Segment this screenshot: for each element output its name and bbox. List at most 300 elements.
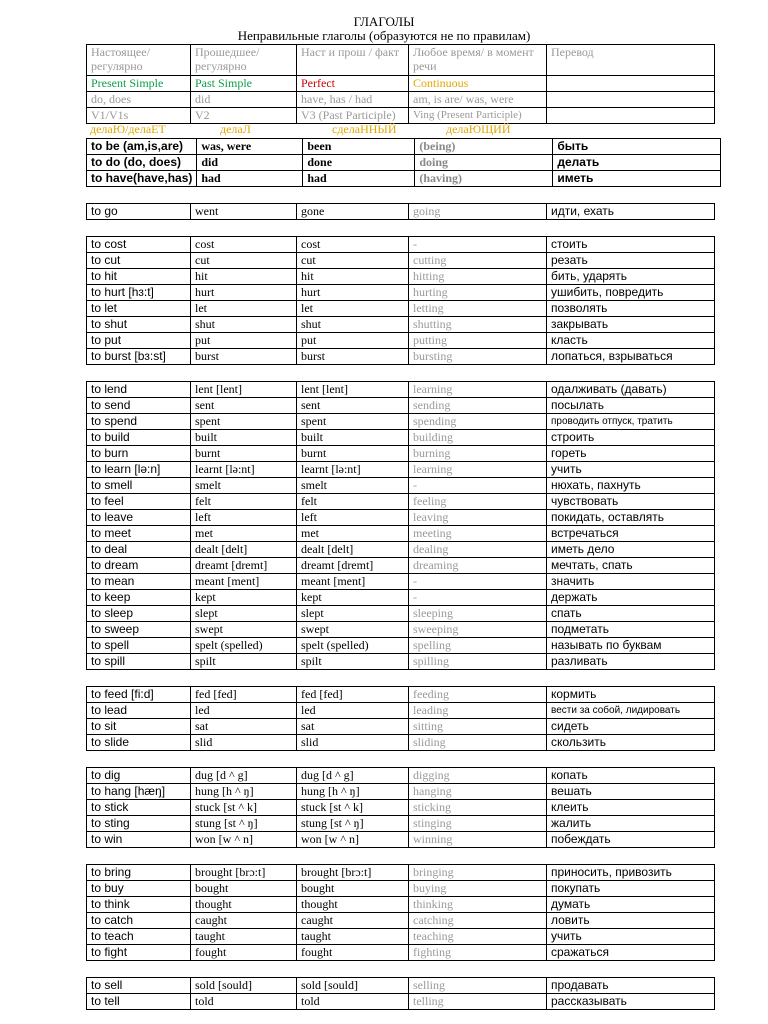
past-simple-cell: told bbox=[191, 994, 297, 1010]
infinitive-cell: to sell bbox=[87, 978, 191, 994]
past-simple-cell: spelt (spelled) bbox=[191, 638, 297, 654]
infinitive-cell: to lead bbox=[87, 703, 191, 719]
verb-group-table bbox=[86, 138, 721, 187]
past-participle-cell: slid bbox=[297, 735, 409, 751]
present-participle-cell: selling bbox=[409, 978, 547, 994]
past-participle-cell: hit bbox=[297, 269, 409, 285]
header-cell: am, is are/ was, were bbox=[409, 92, 547, 108]
present-participle-cell: hitting bbox=[409, 269, 547, 285]
verb-row bbox=[87, 414, 715, 430]
infinitive-cell: to deal bbox=[87, 542, 191, 558]
header-cell: V3 (Past Participle) bbox=[297, 108, 409, 124]
past-simple-cell: won [w ^ n] bbox=[191, 832, 297, 848]
verb-row bbox=[87, 865, 715, 881]
past-simple-cell: was, were bbox=[197, 139, 303, 155]
verb-row bbox=[87, 574, 715, 590]
verb-row bbox=[87, 816, 715, 832]
group-spacer bbox=[86, 187, 721, 203]
translation-cell: кормить bbox=[547, 687, 715, 703]
past-participle-cell: kept bbox=[297, 590, 409, 606]
infinitive-cell: to slide bbox=[87, 735, 191, 751]
infinitive-cell: to bring bbox=[87, 865, 191, 881]
past-participle-cell: stung [st ^ ŋ] bbox=[297, 816, 409, 832]
past-simple-cell: felt bbox=[191, 494, 297, 510]
past-simple-cell: lent [lent] bbox=[191, 382, 297, 398]
present-participle-cell: dreaming bbox=[409, 558, 547, 574]
verb-row bbox=[87, 913, 715, 929]
page-title: ГЛАГОЛЫ bbox=[353, 14, 415, 29]
past-simple-cell: fought bbox=[191, 945, 297, 961]
past-simple-cell: cost bbox=[191, 237, 297, 253]
past-participle-cell: shut bbox=[297, 317, 409, 333]
past-participle-cell: taught bbox=[297, 929, 409, 945]
verb-row bbox=[87, 317, 715, 333]
verb-row bbox=[87, 654, 715, 670]
past-simple-cell: hit bbox=[191, 269, 297, 285]
group-spacer bbox=[86, 961, 721, 977]
past-simple-cell: put bbox=[191, 333, 297, 349]
group-spacer bbox=[86, 751, 721, 767]
verb-row bbox=[87, 349, 715, 365]
translation-cell: учить bbox=[547, 929, 715, 945]
verb-row bbox=[87, 510, 715, 526]
present-participle-cell: winning bbox=[409, 832, 547, 848]
translation-cell: сражаться bbox=[547, 945, 715, 961]
past-participle-cell: bought bbox=[297, 881, 409, 897]
infinitive-cell: to mean bbox=[87, 574, 191, 590]
past-simple-cell: hung [h ^ ŋ] bbox=[191, 784, 297, 800]
verb-row bbox=[87, 558, 715, 574]
verb-row bbox=[87, 832, 715, 848]
present-participle-cell: learning bbox=[409, 382, 547, 398]
verb-group-table bbox=[86, 381, 715, 670]
past-participle-cell: built bbox=[297, 430, 409, 446]
verb-row bbox=[87, 606, 715, 622]
past-participle-cell: had bbox=[303, 171, 415, 187]
past-participle-cell: lent [lent] bbox=[297, 382, 409, 398]
past-participle-cell: spilt bbox=[297, 654, 409, 670]
translation-cell: делать bbox=[553, 155, 721, 171]
past-participle-cell: burst bbox=[297, 349, 409, 365]
translation-cell: лопаться, взрываться bbox=[547, 349, 715, 365]
present-participle-cell: - bbox=[409, 590, 547, 606]
past-simple-cell: did bbox=[197, 155, 303, 171]
infinitive-cell: to stick bbox=[87, 800, 191, 816]
infinitive-cell: to learn [lə:n] bbox=[87, 462, 191, 478]
verb-row bbox=[87, 333, 715, 349]
header-cell: V1/V1s bbox=[87, 108, 191, 124]
past-simple-cell: slid bbox=[191, 735, 297, 751]
page-subtitle: Неправильные глаголы (образуются не по правилам) bbox=[237, 28, 531, 43]
infinitive-cell: to smell bbox=[87, 478, 191, 494]
translation-cell: думать bbox=[547, 897, 715, 913]
translation-cell: приносить, привозить bbox=[547, 865, 715, 881]
verb-groups bbox=[86, 138, 721, 1010]
header-cell: Continuous bbox=[409, 76, 547, 92]
infinitive-cell: to win bbox=[87, 832, 191, 848]
past-participle-cell: felt bbox=[297, 494, 409, 510]
translation-cell: значить bbox=[547, 574, 715, 590]
past-simple-cell: built bbox=[191, 430, 297, 446]
past-simple-cell: taught bbox=[191, 929, 297, 945]
infinitive-cell: to think bbox=[87, 897, 191, 913]
translation-cell: бить, ударять bbox=[547, 269, 715, 285]
verb-row bbox=[87, 462, 715, 478]
infinitive-cell: to spend bbox=[87, 414, 191, 430]
past-simple-cell: fed [fed] bbox=[191, 687, 297, 703]
past-participle-cell: burnt bbox=[297, 446, 409, 462]
infinitive-cell: to meet bbox=[87, 526, 191, 542]
translation-cell: покупать bbox=[547, 881, 715, 897]
present-participle-cell: bringing bbox=[409, 865, 547, 881]
present-participle-cell: - bbox=[409, 237, 547, 253]
header-cell: Present Simple bbox=[87, 76, 191, 92]
infinitive-cell: to hang [hæŋ] bbox=[87, 784, 191, 800]
present-participle-cell: leaving bbox=[409, 510, 547, 526]
past-participle-cell: left bbox=[297, 510, 409, 526]
verb-row bbox=[87, 171, 721, 187]
past-simple-cell: left bbox=[191, 510, 297, 526]
past-participle-cell: thought bbox=[297, 897, 409, 913]
present-participle-cell: digging bbox=[409, 768, 547, 784]
translation-cell: нюхать, пахнуть bbox=[547, 478, 715, 494]
present-participle-cell: feeling bbox=[409, 494, 547, 510]
infinitive-cell: to spill bbox=[87, 654, 191, 670]
form-endings-row bbox=[90, 122, 750, 138]
past-participle-cell: dealt [delt] bbox=[297, 542, 409, 558]
past-simple-cell: smelt bbox=[191, 478, 297, 494]
header-row-meaning bbox=[87, 45, 715, 76]
present-participle-cell: - bbox=[409, 574, 547, 590]
present-participle-cell: leading bbox=[409, 703, 547, 719]
past-simple-cell: had bbox=[197, 171, 303, 187]
translation-cell: продавать bbox=[547, 978, 715, 994]
infinitive-cell: to hurt [hɜ:t] bbox=[87, 285, 191, 301]
translation-cell: держать bbox=[547, 590, 715, 606]
present-participle-cell: putting bbox=[409, 333, 547, 349]
translation-cell: строить bbox=[547, 430, 715, 446]
infinitive-cell: to go bbox=[87, 204, 191, 220]
present-participle-cell: feeding bbox=[409, 687, 547, 703]
past-participle-cell: met bbox=[297, 526, 409, 542]
verb-row bbox=[87, 590, 715, 606]
header-cell: Настоящее/ регулярно bbox=[87, 45, 191, 76]
present-participle-cell: sticking bbox=[409, 800, 547, 816]
infinitive-cell: to be (am,is,are) bbox=[87, 139, 197, 155]
past-simple-cell: shut bbox=[191, 317, 297, 333]
translation-cell: разливать bbox=[547, 654, 715, 670]
verb-row bbox=[87, 735, 715, 751]
verb-row bbox=[87, 768, 715, 784]
infinitive-cell: to sting bbox=[87, 816, 191, 832]
past-simple-cell: slept bbox=[191, 606, 297, 622]
present-participle-cell: (having) bbox=[415, 171, 553, 187]
past-simple-cell: burst bbox=[191, 349, 297, 365]
verb-row bbox=[87, 638, 715, 654]
present-participle-cell: hurting bbox=[409, 285, 547, 301]
infinitive-cell: to dream bbox=[87, 558, 191, 574]
header-cell: do, does bbox=[87, 92, 191, 108]
infinitive-cell: to keep bbox=[87, 590, 191, 606]
header-cell: Прошедшее/ регулярно bbox=[191, 45, 297, 76]
translation-cell: мечтать, спать bbox=[547, 558, 715, 574]
infinitive-cell: to have(have,has) bbox=[87, 171, 197, 187]
form-ending-continuous: делаЮЩИЙ bbox=[446, 122, 511, 136]
translation-cell: побеждать bbox=[547, 832, 715, 848]
past-simple-cell: burnt bbox=[191, 446, 297, 462]
group-spacer bbox=[86, 670, 721, 686]
past-simple-cell: thought bbox=[191, 897, 297, 913]
infinitive-cell: to burn bbox=[87, 446, 191, 462]
present-participle-cell: doing bbox=[415, 155, 553, 171]
past-simple-cell: went bbox=[191, 204, 297, 220]
header-cell: Perfect bbox=[297, 76, 409, 92]
verb-group-table bbox=[86, 236, 715, 365]
verb-row bbox=[87, 285, 715, 301]
present-participle-cell: meeting bbox=[409, 526, 547, 542]
past-simple-cell: spent bbox=[191, 414, 297, 430]
verb-group-table bbox=[86, 864, 715, 961]
past-participle-cell: fed [fed] bbox=[297, 687, 409, 703]
translation-cell: встречаться bbox=[547, 526, 715, 542]
header-cell bbox=[547, 76, 715, 92]
verb-row bbox=[87, 269, 715, 285]
present-participle-cell: dealing bbox=[409, 542, 547, 558]
verb-row bbox=[87, 687, 715, 703]
infinitive-cell: to teach bbox=[87, 929, 191, 945]
translation-cell: стоить bbox=[547, 237, 715, 253]
verb-row bbox=[87, 897, 715, 913]
infinitive-cell: to buy bbox=[87, 881, 191, 897]
translation-cell: учить bbox=[547, 462, 715, 478]
past-simple-cell: swept bbox=[191, 622, 297, 638]
translation-cell: вешать bbox=[547, 784, 715, 800]
verb-row bbox=[87, 253, 715, 269]
past-participle-cell: learnt [lə:nt] bbox=[297, 462, 409, 478]
infinitive-cell: to feed [fi:d] bbox=[87, 687, 191, 703]
verb-row bbox=[87, 978, 715, 994]
form-ending-present: делаЮ/делаЕТ bbox=[90, 122, 166, 136]
verb-row bbox=[87, 703, 715, 719]
group-spacer bbox=[86, 220, 721, 236]
past-participle-cell: cost bbox=[297, 237, 409, 253]
infinitive-cell: to do (do, does) bbox=[87, 155, 197, 171]
infinitive-cell: to sweep bbox=[87, 622, 191, 638]
present-participle-cell: teaching bbox=[409, 929, 547, 945]
past-simple-cell: stuck [st ^ k] bbox=[191, 800, 297, 816]
present-participle-cell: spelling bbox=[409, 638, 547, 654]
infinitive-cell: to let bbox=[87, 301, 191, 317]
present-participle-cell: burning bbox=[409, 446, 547, 462]
present-participle-cell: learning bbox=[409, 462, 547, 478]
past-simple-cell: bought bbox=[191, 881, 297, 897]
header-row-tense bbox=[87, 76, 715, 92]
verb-row bbox=[87, 800, 715, 816]
past-simple-cell: met bbox=[191, 526, 297, 542]
present-participle-cell: going bbox=[409, 204, 547, 220]
verb-row bbox=[87, 622, 715, 638]
present-participle-cell: stinging bbox=[409, 816, 547, 832]
past-participle-cell: been bbox=[303, 139, 415, 155]
infinitive-cell: to build bbox=[87, 430, 191, 446]
past-simple-cell: meant [ment] bbox=[191, 574, 297, 590]
infinitive-cell: to lend bbox=[87, 382, 191, 398]
past-simple-cell: brought [brɔ:t] bbox=[191, 865, 297, 881]
translation-cell: класть bbox=[547, 333, 715, 349]
past-simple-cell: learnt [lə:nt] bbox=[191, 462, 297, 478]
translation-cell: ловить bbox=[547, 913, 715, 929]
present-participle-cell: spending bbox=[409, 414, 547, 430]
infinitive-cell: to feel bbox=[87, 494, 191, 510]
header-cell: Past Simple bbox=[191, 76, 297, 92]
infinitive-cell: to catch bbox=[87, 913, 191, 929]
infinitive-cell: to dig bbox=[87, 768, 191, 784]
present-participle-cell: sleeping bbox=[409, 606, 547, 622]
past-participle-cell: smelt bbox=[297, 478, 409, 494]
verb-row bbox=[87, 237, 715, 253]
past-participle-cell: spent bbox=[297, 414, 409, 430]
group-spacer bbox=[86, 848, 721, 864]
past-participle-cell: cut bbox=[297, 253, 409, 269]
translation-cell: быть bbox=[553, 139, 721, 155]
form-ending-perfect: сделаННЫЙ bbox=[332, 122, 397, 136]
past-simple-cell: let bbox=[191, 301, 297, 317]
present-participle-cell: letting bbox=[409, 301, 547, 317]
present-participle-cell: (being) bbox=[415, 139, 553, 155]
past-simple-cell: cut bbox=[191, 253, 297, 269]
infinitive-cell: to burst [bɜ:st] bbox=[87, 349, 191, 365]
verb-row bbox=[87, 494, 715, 510]
translation-cell: копать bbox=[547, 768, 715, 784]
infinitive-cell: to cut bbox=[87, 253, 191, 269]
past-participle-cell: spelt (spelled) bbox=[297, 638, 409, 654]
past-simple-cell: caught bbox=[191, 913, 297, 929]
form-ending-past: делаЛ bbox=[220, 122, 251, 136]
infinitive-cell: to sleep bbox=[87, 606, 191, 622]
verb-row bbox=[87, 526, 715, 542]
translation-cell: сидеть bbox=[547, 719, 715, 735]
infinitive-cell: to send bbox=[87, 398, 191, 414]
translation-cell: спать bbox=[547, 606, 715, 622]
past-simple-cell: stung [st ^ ŋ] bbox=[191, 816, 297, 832]
past-participle-cell: meant [ment] bbox=[297, 574, 409, 590]
past-participle-cell: let bbox=[297, 301, 409, 317]
present-participle-cell: catching bbox=[409, 913, 547, 929]
verb-row bbox=[87, 398, 715, 414]
past-simple-cell: sold [sould] bbox=[191, 978, 297, 994]
infinitive-cell: to shut bbox=[87, 317, 191, 333]
tense-header-table bbox=[86, 44, 715, 124]
translation-cell: покидать, оставлять bbox=[547, 510, 715, 526]
infinitive-cell: to fight bbox=[87, 945, 191, 961]
past-participle-cell: brought [brɔ:t] bbox=[297, 865, 409, 881]
present-participle-cell: thinking bbox=[409, 897, 547, 913]
verb-row bbox=[87, 929, 715, 945]
translation-cell: идти, ехать bbox=[547, 204, 715, 220]
verb-row bbox=[87, 478, 715, 494]
verb-group-table bbox=[86, 686, 715, 751]
verb-row bbox=[87, 430, 715, 446]
translation-cell: чувствовать bbox=[547, 494, 715, 510]
present-participle-cell: sliding bbox=[409, 735, 547, 751]
translation-cell: иметь дело bbox=[547, 542, 715, 558]
translation-cell: посылать bbox=[547, 398, 715, 414]
past-participle-cell: slept bbox=[297, 606, 409, 622]
translation-cell: называть по буквам bbox=[547, 638, 715, 654]
translation-cell: клеить bbox=[547, 800, 715, 816]
present-participle-cell: hanging bbox=[409, 784, 547, 800]
verb-group-table bbox=[86, 977, 715, 1010]
past-participle-cell: led bbox=[297, 703, 409, 719]
infinitive-cell: to hit bbox=[87, 269, 191, 285]
header-cell: Наст и прош / факт bbox=[297, 45, 409, 76]
translation-cell: жалить bbox=[547, 816, 715, 832]
past-participle-cell: stuck [st ^ k] bbox=[297, 800, 409, 816]
header-row-aux bbox=[87, 92, 715, 108]
present-participle-cell: fighting bbox=[409, 945, 547, 961]
past-simple-cell: spilt bbox=[191, 654, 297, 670]
past-simple-cell: kept bbox=[191, 590, 297, 606]
present-participle-cell: shutting bbox=[409, 317, 547, 333]
verb-row bbox=[87, 945, 715, 961]
present-participle-cell: cutting bbox=[409, 253, 547, 269]
infinitive-cell: to leave bbox=[87, 510, 191, 526]
translation-cell: вести за собой, лидировать bbox=[547, 703, 715, 719]
translation-cell: скользить bbox=[547, 735, 715, 751]
verb-row bbox=[87, 994, 715, 1010]
verb-row bbox=[87, 446, 715, 462]
past-participle-cell: hung [h ^ ŋ] bbox=[297, 784, 409, 800]
header-cell: Ving (Present Participle) bbox=[409, 108, 547, 124]
past-participle-cell: dreamt [dremt] bbox=[297, 558, 409, 574]
header-cell bbox=[547, 92, 715, 108]
past-participle-cell: sent bbox=[297, 398, 409, 414]
verb-row bbox=[87, 382, 715, 398]
header-cell: did bbox=[191, 92, 297, 108]
verb-row bbox=[87, 719, 715, 735]
infinitive-cell: to tell bbox=[87, 994, 191, 1010]
present-participle-cell: sending bbox=[409, 398, 547, 414]
past-participle-cell: put bbox=[297, 333, 409, 349]
infinitive-cell: to spell bbox=[87, 638, 191, 654]
verb-group-table bbox=[86, 203, 715, 220]
verb-group-table bbox=[86, 767, 715, 848]
translation-cell: позволять bbox=[547, 301, 715, 317]
past-participle-cell: done bbox=[303, 155, 415, 171]
past-participle-cell: gone bbox=[297, 204, 409, 220]
verb-row bbox=[87, 542, 715, 558]
translation-cell: гореть bbox=[547, 446, 715, 462]
present-participle-cell: - bbox=[409, 478, 547, 494]
header-cell: have, has / had bbox=[297, 92, 409, 108]
past-participle-cell: hurt bbox=[297, 285, 409, 301]
past-participle-cell: told bbox=[297, 994, 409, 1010]
infinitive-cell: to cost bbox=[87, 237, 191, 253]
past-simple-cell: hurt bbox=[191, 285, 297, 301]
infinitive-cell: to sit bbox=[87, 719, 191, 735]
past-participle-cell: caught bbox=[297, 913, 409, 929]
translation-cell: резать bbox=[547, 253, 715, 269]
present-participle-cell: bursting bbox=[409, 349, 547, 365]
past-simple-cell: sent bbox=[191, 398, 297, 414]
past-participle-cell: won [w ^ n] bbox=[297, 832, 409, 848]
past-participle-cell: fought bbox=[297, 945, 409, 961]
verb-row bbox=[87, 784, 715, 800]
translation-cell: подметать bbox=[547, 622, 715, 638]
present-participle-cell: buying bbox=[409, 881, 547, 897]
translation-cell: закрывать bbox=[547, 317, 715, 333]
past-simple-cell: dreamt [dremt] bbox=[191, 558, 297, 574]
